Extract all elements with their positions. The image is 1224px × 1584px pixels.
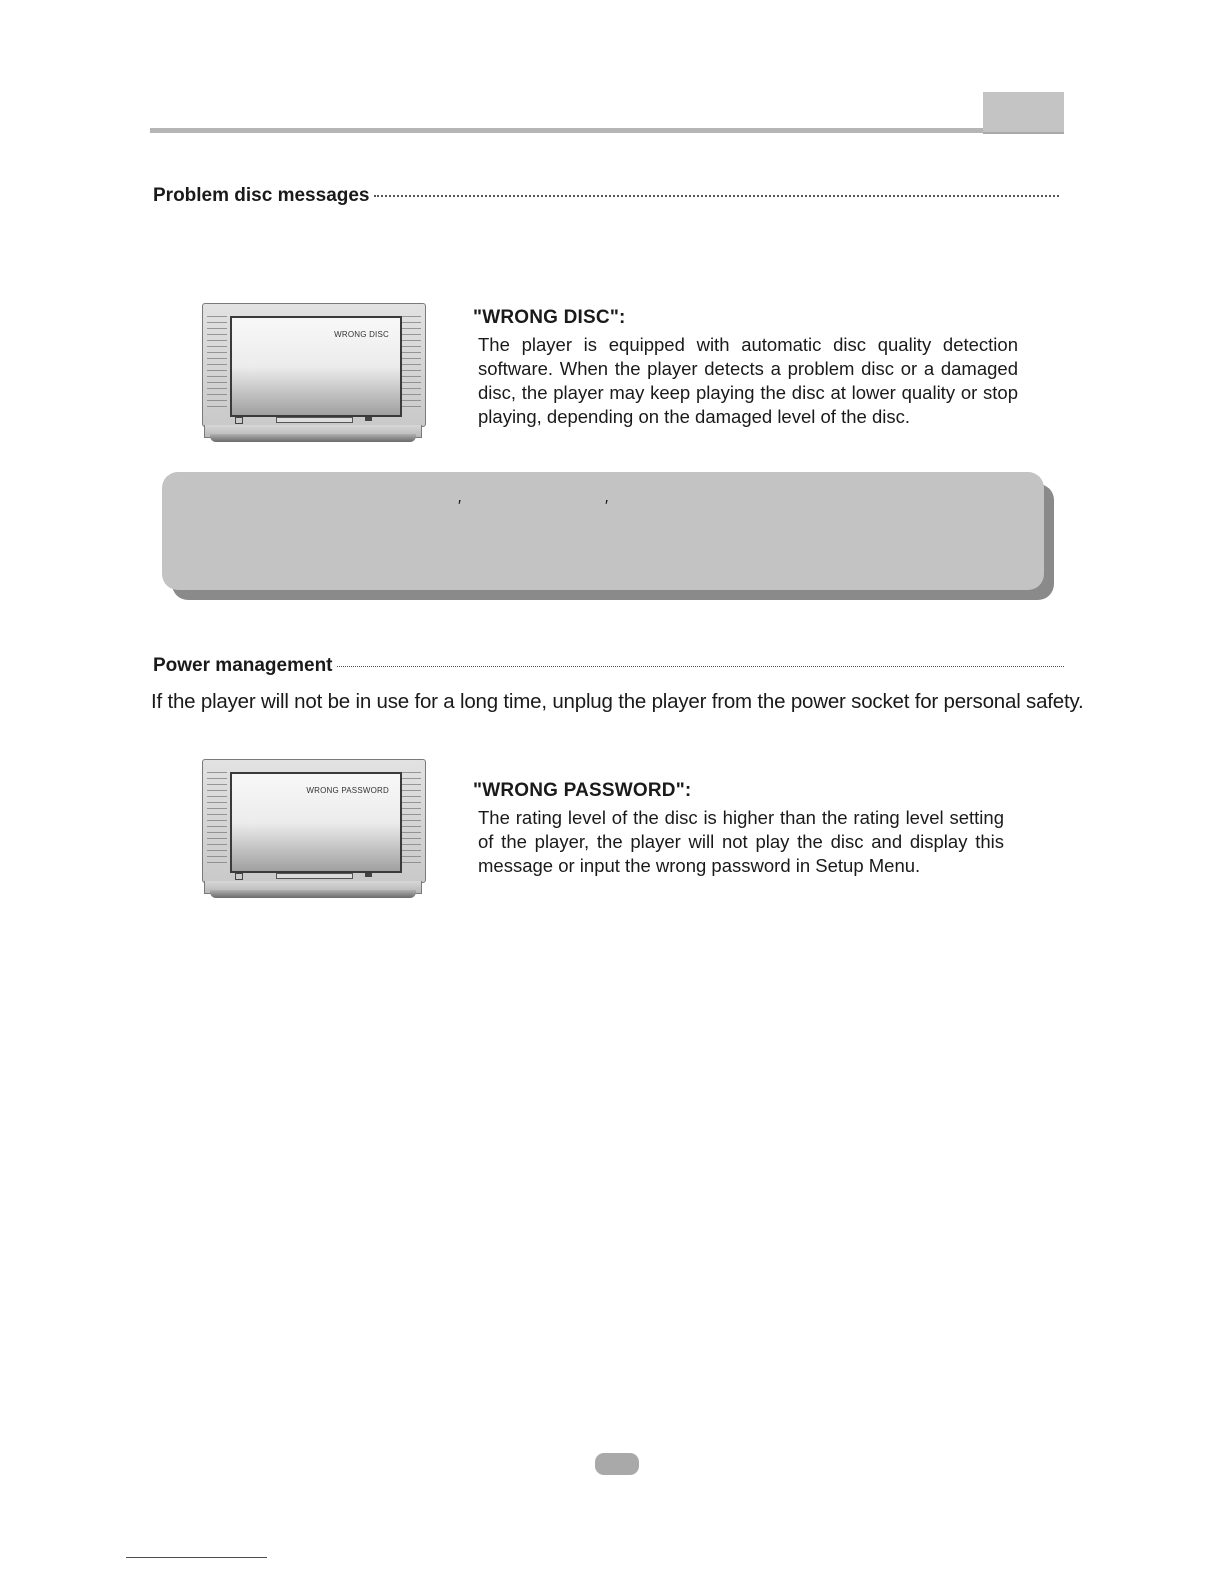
speaker-grille-left <box>207 316 227 412</box>
dotted-leader <box>374 195 1060 197</box>
indicator-icon <box>365 417 372 421</box>
tv-stand <box>210 890 416 898</box>
header-tab <box>983 92 1064 134</box>
indicator-icon <box>365 873 372 877</box>
note-mark: ′ <box>458 498 461 515</box>
section-title-text: Power management <box>153 655 333 676</box>
message-title-wrong-password: "WRONG PASSWORD": <box>473 780 692 801</box>
note-box <box>162 472 1044 590</box>
disc-slot <box>276 417 353 423</box>
tv-screen <box>230 772 402 873</box>
body-line: software. When the player detects a problem disc or a damaged <box>478 358 1018 379</box>
tv-screen <box>230 316 402 417</box>
body-line: playing, depending on the damaged level of the disc. <box>478 406 910 427</box>
page-number-badge <box>595 1453 639 1475</box>
body-line: of the player, the player will not play the disc and display this <box>478 831 1004 852</box>
section-title-power-management <box>153 655 1064 677</box>
speaker-grille-right <box>401 772 421 868</box>
tv-illustration-wrong-disc <box>202 303 427 445</box>
power-button-icon <box>235 417 243 424</box>
body-line: message or input the wrong password in Setup Menu. <box>478 855 921 876</box>
body-line: The rating level of the disc is higher than the rating level setting <box>478 807 1004 828</box>
header-rule <box>150 128 984 133</box>
tv-cabinet <box>202 759 426 883</box>
disc-slot <box>276 873 353 879</box>
message-body-wrong-disc <box>478 333 1018 429</box>
body-line: The player is equipped with automatic disc quality detection <box>478 334 1018 355</box>
tv-illustration-wrong-password <box>202 759 427 901</box>
message-title-wrong-disc: "WRONG DISC": <box>473 307 626 328</box>
power-button-icon <box>235 873 243 880</box>
footer-link-underline[interactable] <box>126 1557 267 1558</box>
screen-message: WRONG DISC <box>334 330 389 339</box>
tv-stand <box>210 434 416 442</box>
screen-message: WRONG PASSWORD <box>306 786 389 795</box>
tv-cabinet <box>202 303 426 427</box>
body-line: disc, the player may keep playing the disc at lower quality or stop <box>478 382 1018 403</box>
section-title-problem-disc <box>153 185 1059 207</box>
note-mark: ′ <box>605 498 608 515</box>
power-management-text: If the player will not be in use for a long time, unplug the player from the power socket for personal safety. <box>151 690 1084 713</box>
speaker-grille-left <box>207 772 227 868</box>
section-title-text: Problem disc messages <box>153 185 370 206</box>
dotted-leader <box>337 666 1065 667</box>
message-body-wrong-password <box>478 806 1004 878</box>
speaker-grille-right <box>401 316 421 412</box>
